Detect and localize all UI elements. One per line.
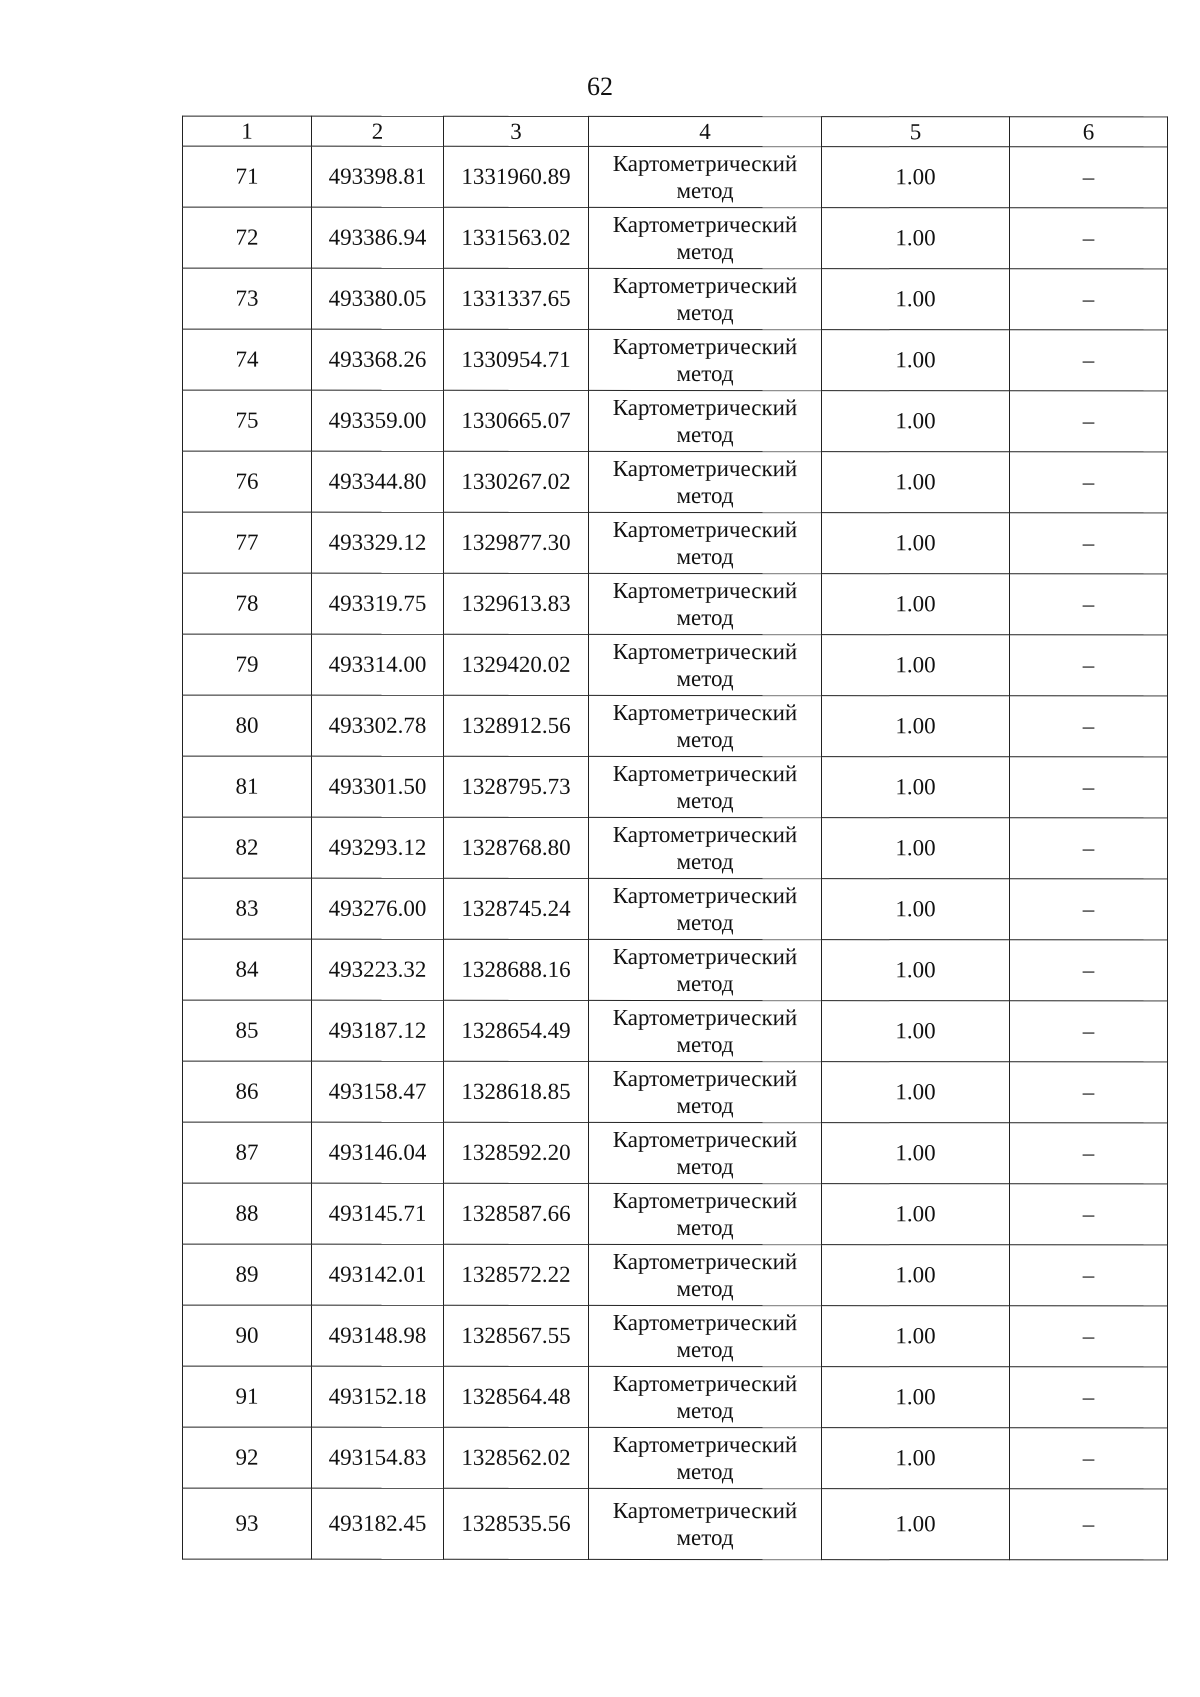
accuracy-cell: 1.00 xyxy=(822,879,1010,940)
point-number-cell: 85 xyxy=(183,1000,312,1061)
table-row xyxy=(183,1122,1168,1184)
method-cell xyxy=(589,878,822,939)
accuracy-cell: 1.00 xyxy=(822,1489,1010,1560)
note-cell: – xyxy=(1010,513,1168,574)
column-header-3: 3 xyxy=(444,116,589,146)
accuracy-cell: 1.00 xyxy=(822,452,1010,513)
x-coordinate-cell: 493359.00 xyxy=(312,390,444,451)
accuracy-cell: 1.00 xyxy=(822,1428,1010,1489)
method-cell xyxy=(589,1183,822,1244)
method-text: метод xyxy=(676,300,734,326)
y-coordinate-cell: 1329420.02 xyxy=(444,634,589,695)
method-cell xyxy=(589,390,822,451)
page-number: 62 xyxy=(587,72,613,101)
method-text: метод xyxy=(676,1398,734,1424)
method-text: метод xyxy=(676,971,734,997)
note-cell: – xyxy=(1010,1001,1168,1062)
table-row xyxy=(183,1061,1168,1123)
x-coordinate-cell: 493158.47 xyxy=(312,1061,444,1122)
method-text: Картометрический xyxy=(612,638,798,665)
method-text: Картометрический xyxy=(612,211,798,238)
method-cell xyxy=(589,634,822,695)
x-coordinate-cell: 493148.98 xyxy=(312,1305,444,1366)
accuracy-cell: 1.00 xyxy=(822,1245,1010,1306)
point-number-cell: 80 xyxy=(183,695,312,756)
accuracy-cell: 1.00 xyxy=(822,1001,1010,1062)
method-cell xyxy=(589,1427,822,1488)
accuracy-cell: 1.00 xyxy=(822,1062,1010,1123)
note-cell: – xyxy=(1010,1062,1168,1123)
note-cell: – xyxy=(1010,1306,1168,1367)
method-text: метод xyxy=(676,1276,734,1302)
method-text: метод xyxy=(676,1093,734,1119)
note-cell: – xyxy=(1010,879,1168,940)
note-cell: – xyxy=(1010,391,1168,452)
accuracy-cell: 1.00 xyxy=(822,513,1010,574)
method-text: Картометрический xyxy=(612,1004,798,1031)
point-number-cell: 74 xyxy=(183,329,312,390)
y-coordinate-cell: 1331563.02 xyxy=(444,207,589,268)
note-cell: – xyxy=(1010,1367,1168,1428)
point-number-cell: 78 xyxy=(183,573,312,634)
x-coordinate-cell: 493187.12 xyxy=(312,1000,444,1061)
method-text: метод xyxy=(676,910,734,936)
y-coordinate-cell: 1330954.71 xyxy=(444,329,589,390)
point-number-cell: 79 xyxy=(183,634,312,695)
accuracy-cell: 1.00 xyxy=(822,574,1010,635)
method-text: Картометрический xyxy=(612,577,798,604)
point-number-cell: 88 xyxy=(183,1183,312,1244)
method-text: Картометрический xyxy=(612,1065,798,1092)
method-text: метод xyxy=(676,849,734,875)
y-coordinate-cell: 1328535.56 xyxy=(444,1488,589,1559)
note-cell: – xyxy=(1010,1428,1168,1489)
method-text: Картометрический xyxy=(612,1370,798,1397)
method-text: метод xyxy=(676,1215,734,1241)
point-number-cell: 82 xyxy=(183,817,312,878)
accuracy-cell: 1.00 xyxy=(822,818,1010,879)
point-number-cell: 84 xyxy=(183,939,312,1000)
note-cell: – xyxy=(1010,1123,1168,1184)
table-row xyxy=(183,573,1168,635)
table-row xyxy=(183,1244,1168,1306)
table-row xyxy=(183,268,1168,330)
column-header-5: 5 xyxy=(822,117,1010,147)
y-coordinate-cell: 1328745.24 xyxy=(444,878,589,939)
note-cell: – xyxy=(1010,330,1168,391)
method-text: Картометрический xyxy=(612,394,798,421)
table-row xyxy=(183,817,1168,879)
method-text: метод xyxy=(676,1032,734,1058)
method-cell xyxy=(589,1366,822,1427)
accuracy-cell: 1.00 xyxy=(822,696,1010,757)
table-row xyxy=(183,756,1168,818)
method-cell xyxy=(589,1244,822,1305)
x-coordinate-cell: 493142.01 xyxy=(312,1244,444,1305)
x-coordinate-cell: 493301.50 xyxy=(312,756,444,817)
table-row xyxy=(183,1305,1168,1367)
method-cell xyxy=(589,1488,822,1559)
note-cell: – xyxy=(1010,635,1168,696)
point-number-cell: 76 xyxy=(183,451,312,512)
note-cell: – xyxy=(1010,940,1168,1001)
y-coordinate-cell: 1328562.02 xyxy=(444,1427,589,1488)
x-coordinate-cell: 493182.45 xyxy=(312,1488,444,1559)
table-row xyxy=(183,1427,1168,1489)
table-row xyxy=(183,207,1168,269)
method-text: Картометрический xyxy=(612,699,798,726)
method-cell xyxy=(589,695,822,756)
table-row xyxy=(183,1488,1168,1560)
y-coordinate-cell: 1328795.73 xyxy=(444,756,589,817)
method-cell xyxy=(589,146,822,207)
note-cell: – xyxy=(1010,1245,1168,1306)
y-coordinate-cell: 1328572.22 xyxy=(444,1244,589,1305)
point-number-cell: 87 xyxy=(183,1122,312,1183)
accuracy-cell: 1.00 xyxy=(822,269,1010,330)
method-text: метод xyxy=(676,1525,734,1551)
note-cell: – xyxy=(1010,818,1168,879)
table-row xyxy=(183,939,1168,1001)
point-number-cell: 75 xyxy=(183,390,312,451)
y-coordinate-cell: 1331960.89 xyxy=(444,146,589,207)
method-cell xyxy=(589,451,822,512)
note-cell: – xyxy=(1010,696,1168,757)
header-row xyxy=(183,116,1168,147)
coordinates-table xyxy=(182,116,1168,1561)
y-coordinate-cell: 1328768.80 xyxy=(444,817,589,878)
method-text: метод xyxy=(676,239,734,265)
x-coordinate-cell: 493152.18 xyxy=(312,1366,444,1427)
method-text: Картометрический xyxy=(612,516,798,543)
accuracy-cell: 1.00 xyxy=(822,1367,1010,1428)
x-coordinate-cell: 493368.26 xyxy=(312,329,444,390)
table-row xyxy=(183,329,1168,391)
point-number-cell: 83 xyxy=(183,878,312,939)
accuracy-cell: 1.00 xyxy=(822,940,1010,1001)
point-number-cell: 73 xyxy=(183,268,312,329)
method-cell xyxy=(589,817,822,878)
method-text: Картометрический xyxy=(612,1187,798,1214)
y-coordinate-cell: 1328688.16 xyxy=(444,939,589,1000)
y-coordinate-cell: 1328654.49 xyxy=(444,1000,589,1061)
method-text: Картометрический xyxy=(612,455,798,482)
y-coordinate-cell: 1330267.02 xyxy=(444,451,589,512)
x-coordinate-cell: 493154.83 xyxy=(312,1427,444,1488)
note-cell: – xyxy=(1010,574,1168,635)
note-cell: – xyxy=(1010,757,1168,818)
table-header xyxy=(183,116,1168,147)
y-coordinate-cell: 1329877.30 xyxy=(444,512,589,573)
accuracy-cell: 1.00 xyxy=(822,1123,1010,1184)
y-coordinate-cell: 1328912.56 xyxy=(444,695,589,756)
table-row xyxy=(183,512,1168,574)
note-cell: – xyxy=(1010,269,1168,330)
column-header-2: 2 xyxy=(312,116,444,146)
point-number-cell: 93 xyxy=(183,1488,312,1559)
y-coordinate-cell: 1328618.85 xyxy=(444,1061,589,1122)
method-text: Картометрический xyxy=(612,1309,798,1336)
method-text: Картометрический xyxy=(612,1126,798,1153)
method-cell xyxy=(589,1305,822,1366)
y-coordinate-cell: 1328587.66 xyxy=(444,1183,589,1244)
method-text: Картометрический xyxy=(612,943,798,970)
method-cell xyxy=(589,1122,822,1183)
method-text: метод xyxy=(676,1154,734,1180)
table-row xyxy=(183,878,1168,940)
method-cell xyxy=(589,207,822,268)
table-row xyxy=(183,1000,1168,1062)
point-number-cell: 89 xyxy=(183,1244,312,1305)
x-coordinate-cell: 493386.94 xyxy=(312,207,444,268)
point-number-cell: 71 xyxy=(183,146,312,207)
table-body xyxy=(183,146,1168,1560)
x-coordinate-cell: 493329.12 xyxy=(312,512,444,573)
point-number-cell: 81 xyxy=(183,756,312,817)
x-coordinate-cell: 493380.05 xyxy=(312,268,444,329)
point-number-cell: 86 xyxy=(183,1061,312,1122)
accuracy-cell: 1.00 xyxy=(822,1306,1010,1367)
method-cell xyxy=(589,573,822,634)
method-text: метод xyxy=(676,544,734,570)
note-cell: – xyxy=(1010,208,1168,269)
x-coordinate-cell: 493276.00 xyxy=(312,878,444,939)
note-cell: – xyxy=(1010,1184,1168,1245)
method-text: Картометрический xyxy=(612,760,798,787)
method-cell xyxy=(589,756,822,817)
method-cell xyxy=(589,329,822,390)
x-coordinate-cell: 493223.32 xyxy=(312,939,444,1000)
x-coordinate-cell: 493398.81 xyxy=(312,146,444,207)
accuracy-cell: 1.00 xyxy=(822,147,1010,208)
table-row xyxy=(183,1183,1168,1245)
method-cell xyxy=(589,1000,822,1061)
y-coordinate-cell: 1328567.55 xyxy=(444,1305,589,1366)
method-text: Картометрический xyxy=(612,272,798,299)
table-row xyxy=(183,451,1168,513)
method-cell xyxy=(589,939,822,1000)
accuracy-cell: 1.00 xyxy=(822,635,1010,696)
method-text: метод xyxy=(676,727,734,753)
note-cell: – xyxy=(1010,1489,1168,1560)
method-text: метод xyxy=(676,1459,734,1485)
accuracy-cell: 1.00 xyxy=(822,330,1010,391)
column-header-6: 6 xyxy=(1010,117,1168,147)
x-coordinate-cell: 493314.00 xyxy=(312,634,444,695)
point-number-cell: 77 xyxy=(183,512,312,573)
method-cell xyxy=(589,1061,822,1122)
note-cell: – xyxy=(1010,452,1168,513)
method-text: метод xyxy=(676,788,734,814)
x-coordinate-cell: 493146.04 xyxy=(312,1122,444,1183)
x-coordinate-cell: 493302.78 xyxy=(312,695,444,756)
method-text: метод xyxy=(676,361,734,387)
point-number-cell: 72 xyxy=(183,207,312,268)
point-number-cell: 92 xyxy=(183,1427,312,1488)
method-text: Картометрический xyxy=(612,150,798,177)
accuracy-cell: 1.00 xyxy=(822,1184,1010,1245)
y-coordinate-cell: 1330665.07 xyxy=(444,390,589,451)
method-text: Картометрический xyxy=(612,882,798,909)
x-coordinate-cell: 493145.71 xyxy=(312,1183,444,1244)
x-coordinate-cell: 493344.80 xyxy=(312,451,444,512)
method-text: Картометрический xyxy=(612,821,798,848)
table-row xyxy=(183,1366,1168,1428)
method-text: метод xyxy=(676,422,734,448)
column-header-4: 4 xyxy=(589,116,822,146)
point-number-cell: 91 xyxy=(183,1366,312,1427)
y-coordinate-cell: 1328564.48 xyxy=(444,1366,589,1427)
y-coordinate-cell: 1328592.20 xyxy=(444,1122,589,1183)
method-text: метод xyxy=(676,483,734,509)
table-row xyxy=(183,695,1168,757)
table-row xyxy=(183,390,1168,452)
method-text: метод xyxy=(676,1337,734,1363)
y-coordinate-cell: 1331337.65 xyxy=(444,268,589,329)
method-cell xyxy=(589,512,822,573)
method-text: метод xyxy=(676,666,734,692)
method-text: метод xyxy=(676,605,734,631)
method-text: метод xyxy=(676,178,734,204)
table-row xyxy=(183,146,1168,208)
x-coordinate-cell: 493293.12 xyxy=(312,817,444,878)
method-text: Картометрический xyxy=(612,1497,798,1524)
accuracy-cell: 1.00 xyxy=(822,208,1010,269)
method-cell xyxy=(589,268,822,329)
method-text: Картометрический xyxy=(612,1431,798,1458)
method-text: Картометрический xyxy=(612,1248,798,1275)
method-text: Картометрический xyxy=(612,333,798,360)
point-number-cell: 90 xyxy=(183,1305,312,1366)
accuracy-cell: 1.00 xyxy=(822,391,1010,452)
y-coordinate-cell: 1329613.83 xyxy=(444,573,589,634)
note-cell: – xyxy=(1010,147,1168,208)
column-header-1: 1 xyxy=(183,116,312,146)
accuracy-cell: 1.00 xyxy=(822,757,1010,818)
table-row xyxy=(183,634,1168,696)
x-coordinate-cell: 493319.75 xyxy=(312,573,444,634)
